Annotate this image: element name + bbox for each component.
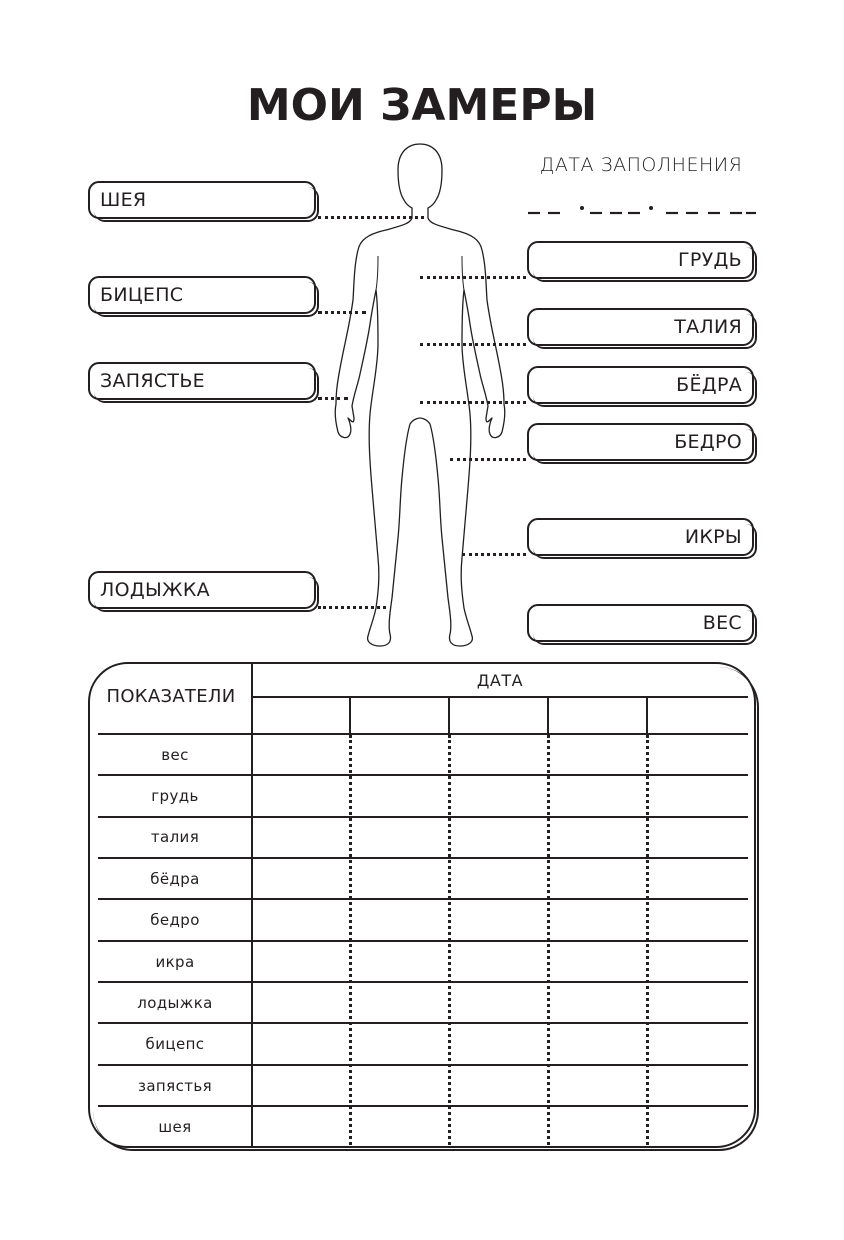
date-col-sep <box>349 697 351 733</box>
chest-leader <box>420 276 526 279</box>
table-row-label: бёдра <box>150 870 200 888</box>
table-row-label: лодыжка <box>137 994 213 1012</box>
table-row-label: шея <box>158 1118 192 1136</box>
hips-leader <box>420 401 526 404</box>
table-row-label: грудь <box>151 787 199 805</box>
table-row-label: запястья <box>137 1077 213 1095</box>
date-input-mask[interactable] <box>526 196 758 218</box>
date-cell[interactable] <box>550 698 645 732</box>
date-cell[interactable] <box>649 698 747 732</box>
thigh-label: БЕДРО <box>674 431 742 453</box>
chest-label: ГРУДЬ <box>677 249 742 271</box>
wrist-label: ЗАПЯСТЬЕ <box>100 370 205 392</box>
neck-leader <box>318 216 424 219</box>
indicators-header: ПОКАЗАТЕЛИ <box>106 686 236 707</box>
row-line <box>98 898 748 900</box>
waist-label: ТАЛИЯ <box>674 316 742 338</box>
date-col-sep <box>547 697 549 733</box>
biceps-label: БИЦЕПС <box>100 284 184 306</box>
date-header: ДАТА <box>476 671 524 690</box>
hips-label: БЁДРА <box>676 374 742 396</box>
date-cell[interactable] <box>451 698 546 732</box>
table-row-label: талия <box>150 828 200 846</box>
wrist-leader <box>318 397 348 400</box>
table-row-label: вес <box>161 746 189 764</box>
row-line <box>98 816 748 818</box>
biceps-field[interactable] <box>88 276 316 314</box>
date-cell[interactable] <box>352 698 447 732</box>
calves-label: ИКРЫ <box>684 526 742 548</box>
table-row-label: икра <box>155 953 195 971</box>
biceps-leader <box>318 311 366 314</box>
table-header-line <box>98 733 748 735</box>
page-title: МОИ ЗАМЕРЫ <box>246 80 598 131</box>
waist-leader <box>420 343 526 346</box>
neck-label: ШЕЯ <box>100 189 147 211</box>
weight-field[interactable] <box>527 604 754 642</box>
calves-leader <box>462 553 526 556</box>
table-row-label: бицепс <box>145 1035 205 1053</box>
table-row-label: бедро <box>150 911 200 929</box>
thigh-leader <box>450 458 526 461</box>
row-line <box>98 1064 748 1066</box>
date-cell[interactable] <box>253 698 348 732</box>
thigh-field[interactable] <box>527 423 754 461</box>
hips-field[interactable] <box>527 366 754 404</box>
chest-field[interactable] <box>527 241 754 279</box>
waist-field[interactable] <box>527 308 754 346</box>
ankle-field[interactable] <box>88 571 316 609</box>
weight-label: ВЕС <box>702 612 742 634</box>
row-line <box>98 774 748 776</box>
row-line <box>98 981 748 983</box>
table-divider <box>251 664 253 1146</box>
row-line <box>98 857 748 859</box>
wrist-field[interactable] <box>88 362 316 400</box>
date-label: ДАТА ЗАПОЛНЕНИЯ <box>539 154 743 176</box>
ankle-label: ЛОДЫЖКА <box>100 579 210 601</box>
row-line <box>98 940 748 942</box>
row-line <box>98 1105 748 1107</box>
ankle-leader <box>318 606 386 609</box>
calves-field[interactable] <box>527 518 754 556</box>
date-col-sep <box>646 697 648 733</box>
neck-field[interactable] <box>88 181 316 219</box>
date-col-sep <box>448 697 450 733</box>
row-line <box>98 1022 748 1024</box>
